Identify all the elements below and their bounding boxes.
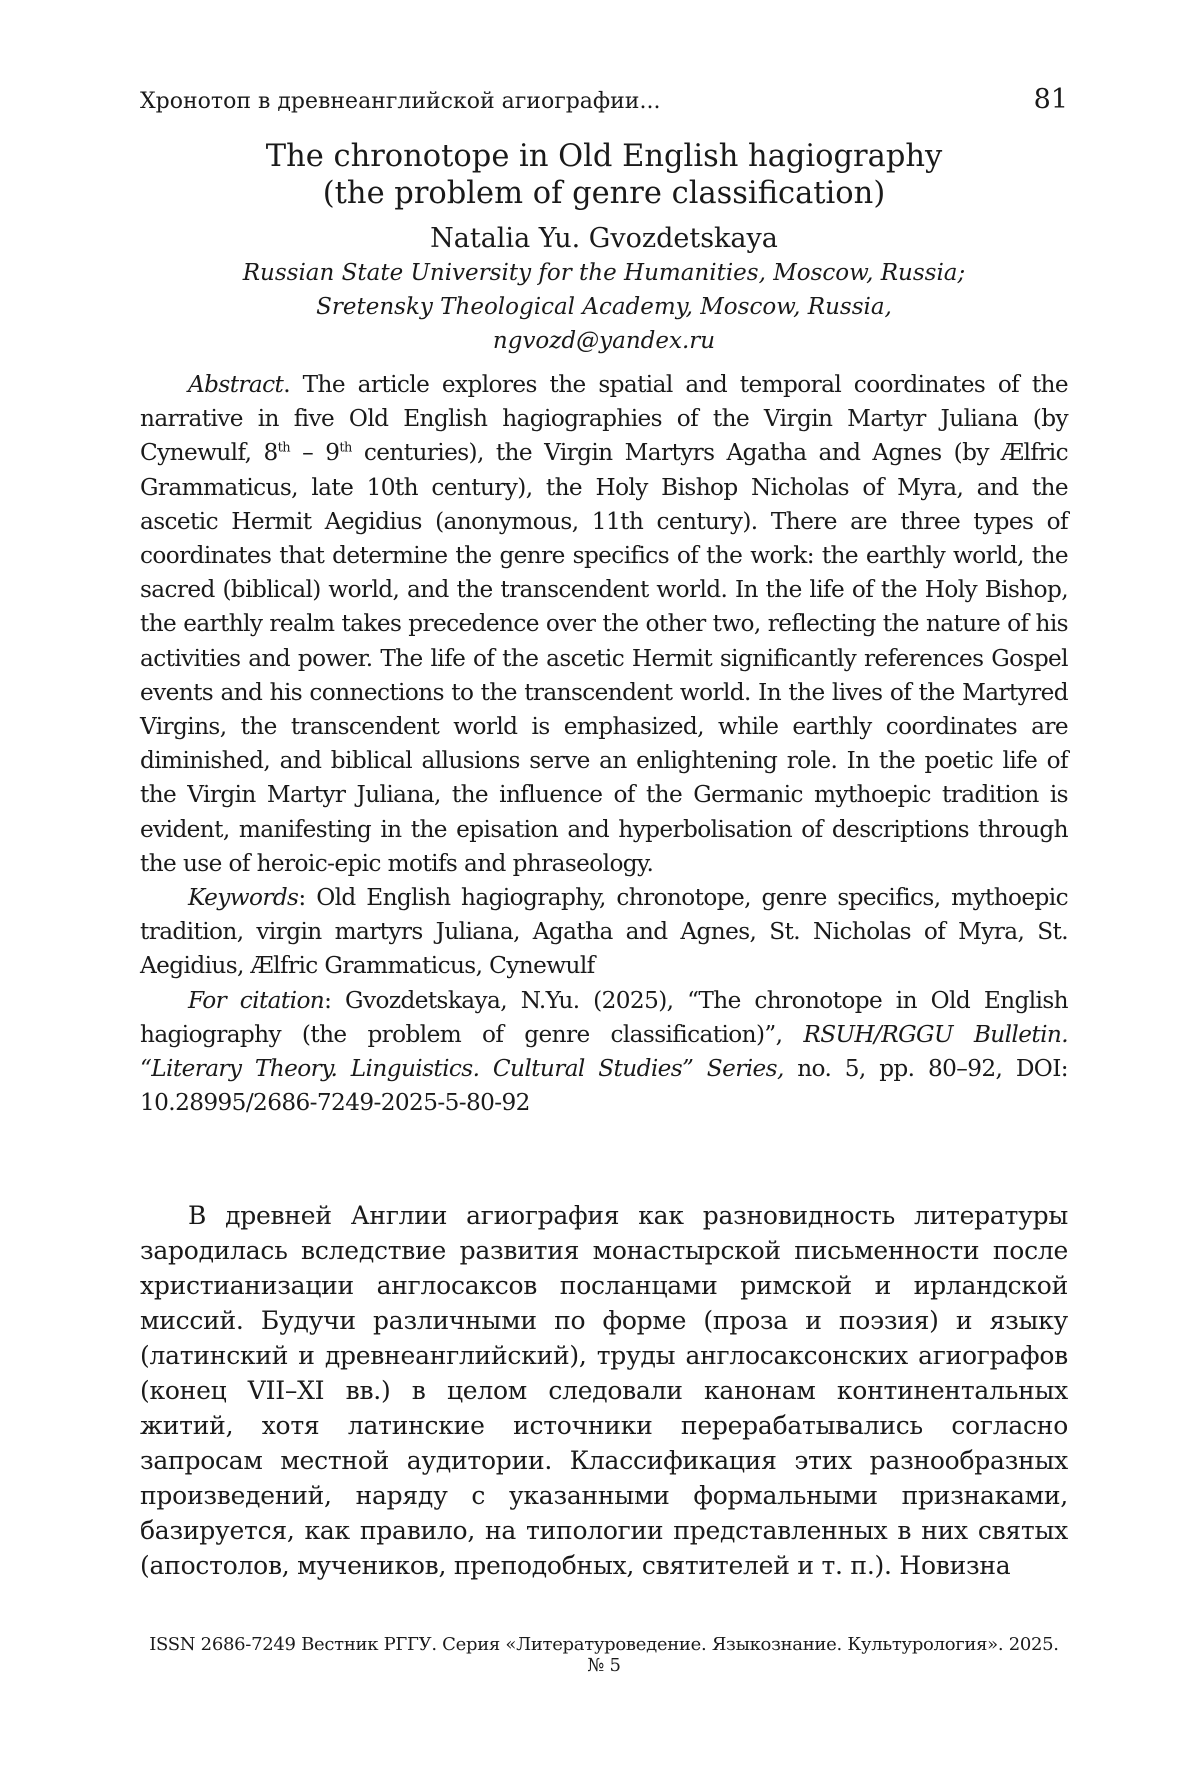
abstract-sup-1: th	[278, 441, 290, 456]
page-footer: ISSN 2686-7249 Вестник РГГУ. Серия «Литературоведение. Языкознание. Культурология». 2025. № 5	[140, 1634, 1068, 1676]
running-title: Хронотоп в древнеанглийской агиографии...	[140, 89, 660, 114]
abstract-text-2: centuries), the Virgin Martyrs Agatha and Agnes (by Ælfric Grammaticus, late 10th century), the Holy Bishop Nicholas of Myra, and the ascetic Hermit Aegidius (anonymous, 11th century). There are three types of coordinates that determine the genre specifics of the work: the earthly world, the sacred (biblical) world, and the transcendent world. In the life of the Holy Bishop, the earthly realm takes precedence over the other two, reflecting the nature of his activities and power. The life of the ascetic Hermit significantly references Gospel events and his connections to the transcendent world. In the lives of the Martyred Virgins, the transcendent world is emphasized, while earthly coordinates are diminished, and biblical allusions serve an enlightening role. In the poetic life of the Virgin Martyr Juliana, the influence of the Germanic mythoepic tradition is evident, manifesting in the episation and hyperbolisation of descriptions through the use of heroic-epic motifs and phraseology.	[140, 439, 1068, 876]
title-line-1: The chronotope in Old English hagiography	[140, 138, 1068, 175]
citation-label: For citation	[188, 987, 324, 1014]
author-name: Natalia Yu. Gvozdetskaya	[140, 222, 1068, 256]
abstract-dash: – 9	[290, 439, 339, 466]
abstract-label: Abstract	[188, 371, 283, 398]
citation-journal: RSUH/RGGU Bulletin. “Literary Theory. Linguistics. Cultural Studies” Series,	[140, 1021, 1068, 1082]
affiliation-1: Russian State University for the Humanities, Moscow, Russia;	[140, 256, 1068, 290]
citation	[140, 984, 1068, 1121]
article-title	[140, 138, 1068, 212]
citation-text-1: : Gvozdetskaya, N.Yu. (2025), “The chronotope in Old English hagiography (the problem of genre classification)”,	[140, 987, 1068, 1048]
keywords-text: : Old English hagiography, chronotope, genre specifics, mythoepic tradition, virgin martyrs Juliana, Agatha and Agnes, St. Nicholas of Myra, St. Aegidius, Ælfric Grammaticus, Cynewulf	[140, 884, 1068, 979]
body-text	[140, 1198, 1068, 1583]
title-line-2: (the problem of genre classification)	[140, 175, 1068, 212]
abstract	[140, 368, 1068, 881]
author-email: ngvozd@yandex.ru	[140, 324, 1068, 358]
keywords-label: Keywords	[188, 884, 298, 911]
page	[140, 84, 1068, 1583]
citation-text-2: no. 5, pp. 80–92, DOI: 10.28995/2686-7249-2025-5-80-92	[140, 1055, 1068, 1116]
page-number: 81	[1034, 84, 1068, 115]
affiliation-2: Sretensky Theological Academy, Moscow, Russia,	[140, 290, 1068, 324]
keywords	[140, 881, 1068, 984]
abstract-sup-2: th	[339, 441, 351, 456]
body-paragraph: В древней Англии агиография как разновидность литературы зародилась вследствие развития монастырской письменности после христианизации англосаксов посланцами римской и ирландской миссий. Будучи различными по форме (проза и поэзия) и языку (латинский и древнеанглийский), труды англосаксонских агиографов (конец VII–XI вв.) в целом следовали канонам континентальных житий, хотя латинские источники перерабатывались согласно запросам местной аудитории. Классификация этих разнообразных произведений, наряду с указанными формальными признаками, базируется, как правило, на типологии представленных в них святых (апостолов, мучеников, преподобных, святителей и т. п.). Новизна	[140, 1198, 1068, 1583]
running-header	[140, 84, 1068, 124]
abstract-text-1: . The article explores the spatial and temporal coordinates of the narrative in five Old English hagiographies of the Virgin Martyr Juliana (by Cynewulf, 8	[140, 371, 1068, 466]
abstract-block	[140, 368, 1068, 1120]
